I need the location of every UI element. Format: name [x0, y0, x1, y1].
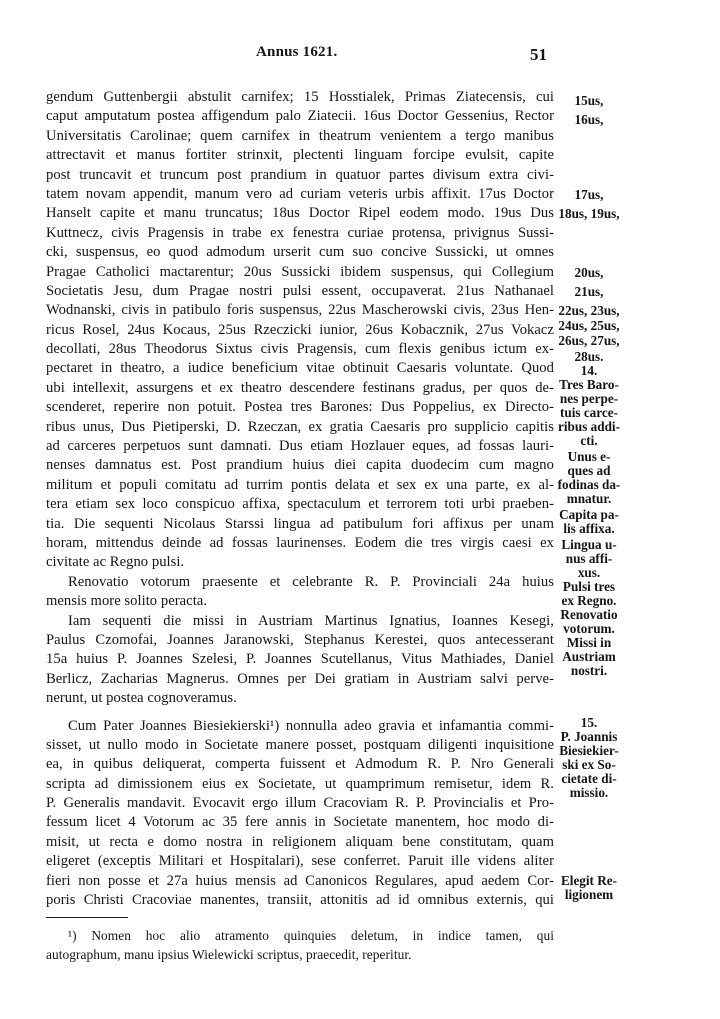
- margin-note: Lingua u-: [561, 537, 617, 552]
- margin-note: nus affi-: [565, 551, 613, 566]
- margin-note: 22us, 23us,: [558, 303, 620, 318]
- margin-note: 20us,: [574, 265, 604, 280]
- margin-note: Elegit Re-: [560, 873, 618, 888]
- text-line: mensis more solito peracta.: [46, 593, 208, 610]
- text-line: misit, ut recta e domo nostra in religionem aliquam bene constitutam, quam: [46, 833, 554, 850]
- margin-note: nes perpe-: [559, 391, 619, 406]
- margin-note: ex Regno.: [561, 593, 617, 608]
- running-header-title: Annus 1621.: [256, 44, 338, 60]
- text-line: poris Christi Cracoviae manentes, transiit, attonitis ad id omnibus externis, qui: [46, 892, 554, 909]
- margin-note: nostri.: [570, 663, 608, 678]
- text-line: Societatis Jesu, dum Pragae nostri pulsi essent, occupaverat. 21us Nathanael: [46, 282, 554, 299]
- text-line: gendum Guttenbergii abstulit carnifex; 15 Hosstialek, Primas Ziatecensis, cui: [46, 89, 554, 105]
- margin-note: ski ex So-: [562, 757, 616, 772]
- text-line: fieri non posse et 27a huius mensis ad Canonicos Regulares, apud aedem Cor-: [46, 872, 554, 889]
- text-line: 15a huius P. Joannes Szelesi, P. Joannes Scutellanus, Vitus Mathiades, Daniel: [46, 651, 554, 668]
- margin-note: 18us, 19us,: [558, 206, 620, 221]
- margin-note: ribus addi-: [558, 419, 620, 434]
- margin-note: Unus e-: [567, 449, 611, 464]
- footnote-line: ¹) Nomen hoc alio atramento quinquies deletum, in indice tamen, qui: [68, 928, 554, 943]
- text-line: Hanselt capite et manu truncatus; 18us Doctor Ripel eodem modo. 19us Dus: [46, 205, 554, 222]
- margin-note: Renovatio: [560, 607, 618, 622]
- text-line: Pragae Catholici mactarentur; 20us Sussicki ibidem suspensus, qui Collegium: [46, 263, 554, 280]
- text-line: nerunt, ut postea cognoveramus.: [46, 690, 237, 707]
- margin-note: votorum.: [563, 621, 615, 636]
- text-line: scripta ad dimissionem eius ex Societate, ut quamprimum remisetur, idem R.: [46, 775, 554, 792]
- margin-note: Biesiekier-: [559, 743, 619, 758]
- text-line: decollati, 28us Theodorus Sixtus civis Pragensis, cum flexis genibus ictum ex-: [46, 341, 554, 358]
- margin-note: missio.: [569, 785, 609, 800]
- margin-note: Missi in: [566, 635, 612, 650]
- margin-note: 16us,: [574, 112, 604, 127]
- text-line: Kuttnecz, civis Pragensis in trabe ex fenestra curiae protensa, privignus Sussi-: [46, 224, 554, 241]
- margin-note: Austriam: [562, 649, 616, 664]
- text-line: pectaret in theatro, a iudice beneficium vitae obtinuit Caesaris voluntate. Quod: [46, 360, 554, 377]
- footnote-rule: [46, 917, 128, 918]
- footnote: [46, 926, 554, 964]
- margin-note: Capita pa-: [559, 507, 619, 522]
- text-line: Wodnanski, civis in patibulo foris suspensus, 22us Mascherowski civis, 23us Hen-: [46, 302, 554, 319]
- text-line: Paulus Czomofai, Joannes Jaranowski, Stephanus Kerestei, quos antecesserant: [46, 631, 554, 648]
- margin-note: 24us, 25us,: [558, 318, 620, 333]
- text-line: ribus unus, Dus Pietiperski, D. Rzeczan, ex gratia Caesaris pro supplicio capitis: [46, 418, 554, 435]
- text-line: militum et populi comitatu ad turrim pontis delata et sex ex una parte, ex al-: [46, 476, 554, 493]
- text-line: attrectavit et manus fortiter strinxit, plectenti linguam forcipe evulsit, capite: [46, 147, 554, 164]
- margin-note: Tres Baro-: [559, 377, 619, 392]
- margin-note: fodinas da-: [557, 477, 621, 492]
- text-line: horam, mittendus deinde ad fossas laurinenses. Eodem die tres virgis caesi ex: [46, 534, 554, 551]
- margin-note: 21us,: [574, 284, 604, 299]
- text-line: fessum licet 4 Votorum ac 35 fere annis in Societate manentem, hoc modo di-: [46, 814, 554, 831]
- margin-note: Pulsi tres: [562, 579, 616, 594]
- margin-note: 15.: [580, 715, 598, 730]
- margin-note: 26us, 27us,: [558, 333, 620, 348]
- margin-note: ligionem: [564, 887, 614, 902]
- margin-note: ques ad: [567, 463, 611, 478]
- text-line: nenses damnatus est. Post prandium huius diei capita duodecim cum magno: [46, 457, 554, 474]
- text-line: ad carceres perpetuos sunt damnati. Dus etiam Hozlauer eques, ad fossas lauri-: [46, 438, 554, 455]
- text-line: cki, suspensus, eo quod admodum urserit cum suo concive Sussicki, ut omnes: [46, 244, 554, 261]
- text-line: P. Generalis mandavit. Evocavit ergo illum Cracoviam R. P. Provincialis et Pro-: [46, 795, 554, 812]
- margin-note: 28us.: [574, 349, 604, 364]
- margin-note: cietate di-: [561, 771, 617, 786]
- margin-note: 15us,: [574, 93, 604, 108]
- text-line: ea, in quibus deliquerat, comperta fuissent et Admodum R. P. Nro Generali: [46, 756, 554, 773]
- footnote-line: autographum, manu ipsius Wielewicki scriptus, praecedit, reperitur.: [46, 947, 412, 962]
- text-line: caput amputatum postea affigendum palo Ziatecii. 16us Doctor Gessenius, Rector: [46, 108, 554, 125]
- margin-note: P. Joannis: [560, 729, 618, 744]
- text-line: Cum Pater Joannes Biesiekierski¹) nonnulla adeo gravia et infamantia commi-: [68, 717, 554, 734]
- margin-note: 17us,: [574, 187, 604, 202]
- margin-note: 14.: [580, 363, 598, 378]
- margin-note: mnatur.: [566, 491, 612, 506]
- text-line: sisset, ut nullo modo in Societate manere posset, postquam diligenti inquisitione: [46, 736, 554, 753]
- text-line: ubi intellexit, assurgens et ex theatro descendere festinans gradus, per quos de-: [46, 379, 554, 396]
- text-line: Iam sequenti die missi in Austriam Martinus Ignatius, Ioannes Kesegi,: [68, 612, 554, 629]
- main-text-block: [46, 88, 554, 910]
- margin-note: lis affixa.: [563, 521, 615, 536]
- text-line: civitate ac Regno pulsi.: [46, 554, 185, 571]
- text-line: post truncavit et truncum post prandium in quatuor partes divisum extra civi-: [46, 166, 554, 183]
- text-line: Universitatis Carolinae; quem carnifex in theatrum venientem a tergo manibus: [46, 127, 554, 144]
- margin-note: tuis carce-: [560, 405, 618, 420]
- text-line: eligeret (exceptis Militari et Hospitalari), sese conferret. Paruit ille videns aliter: [46, 853, 554, 870]
- text-line: scenderet, reperire non potuit. Postea tres Barones: Dus Poppelius, ex Directo-: [46, 399, 554, 416]
- page-number: 51: [530, 45, 547, 64]
- margin-note: cti.: [580, 433, 598, 448]
- text-line: ricus Rosel, 24us Kocaus, 25us Rzeczicki iunior, 26us Kobacznik, 27us Vokacz: [46, 321, 554, 338]
- text-line: tia. Die sequenti Nicolaus Starssi lingua ad patibulum fori affixus per unam: [46, 515, 554, 532]
- text-line: Renovatio votorum praesente et celebrante R. P. Provinciali 24a huius: [68, 573, 554, 590]
- text-line: tera etiam sex loco conspicuo affixa, spectaculum et terrorem toti urbi praeben-: [46, 496, 554, 513]
- margin-note: xus.: [577, 565, 601, 580]
- text-line: Berlicz, Zacharias Magnerus. Omnes per Dei gratiam in Austriam salvi perve-: [46, 670, 554, 687]
- text-line: tatem novam appendit, manum vero ad curiam veteris urbis affixit. 17us Doctor: [46, 185, 554, 202]
